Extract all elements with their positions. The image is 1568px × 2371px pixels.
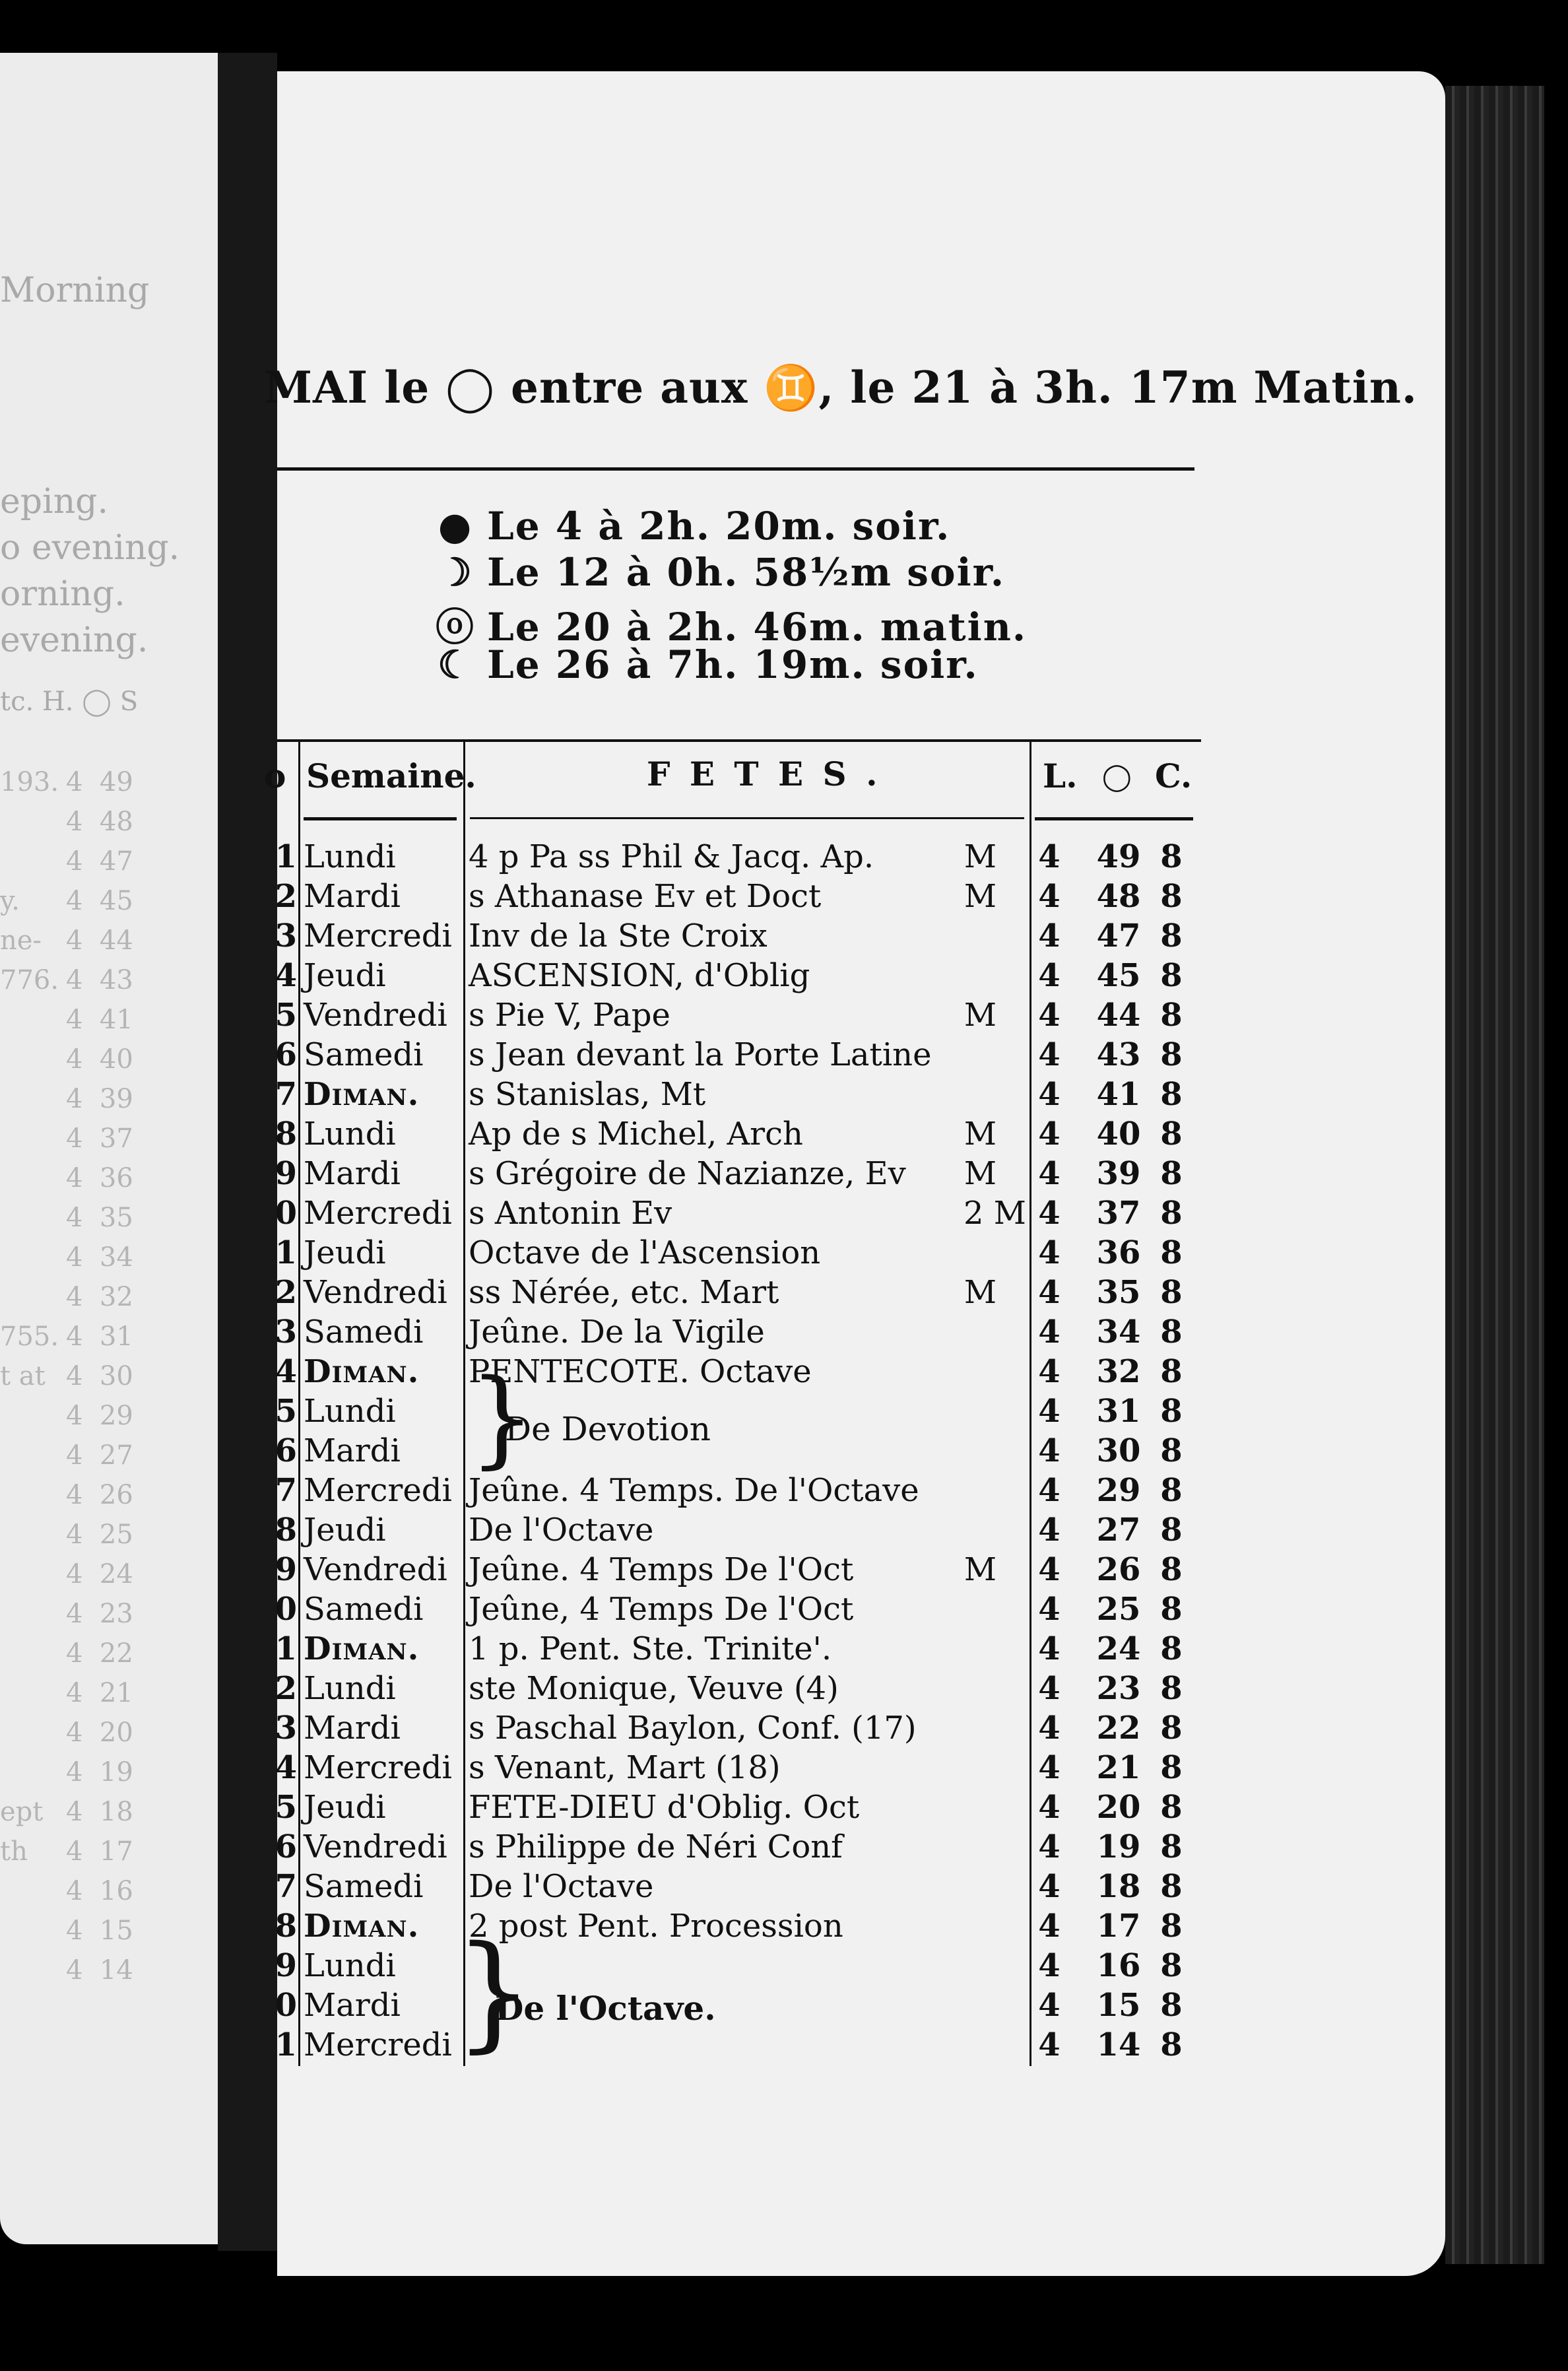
moon-phase-line — [436, 642, 979, 687]
col-sun-value: 15 — [1096, 1987, 1141, 2024]
col-l-value: 4 — [1038, 1670, 1061, 1707]
col-l-value: 4 — [1038, 1393, 1061, 1430]
col-l-value: 4 — [1038, 1472, 1061, 1509]
col-l-value: 4 — [1038, 1710, 1061, 1747]
col-sun-value: 49 — [1096, 838, 1141, 875]
col-sun-value: 45 — [1096, 957, 1141, 994]
col-sun-value: 41 — [1096, 1076, 1141, 1113]
title-rule — [277, 467, 1194, 471]
col-l-value: 4 — [1038, 1947, 1061, 1984]
day-number: 3 — [275, 918, 297, 954]
weekday: Mercredi — [304, 1749, 452, 1786]
col-l-value: 4 — [1038, 918, 1061, 954]
col-sun-value: 26 — [1096, 1551, 1141, 1588]
moon-mark: M — [964, 1551, 996, 1588]
weekday: Vendredi — [304, 997, 447, 1034]
day-number: 0 — [275, 1987, 297, 2024]
feast-text: ASCENSION, d'Oblig — [469, 957, 810, 994]
moon-phase-text: Le 12 à 0h. 58½m soir. — [487, 550, 1006, 595]
col-c-value: 8 — [1160, 957, 1183, 994]
col-l-value: 4 — [1038, 957, 1061, 994]
day-number: 2 — [275, 878, 297, 915]
feast-text: Jeûne, 4 Temps De l'Oct — [469, 1591, 854, 1628]
col-c-value: 8 — [1160, 1551, 1183, 1588]
moon-mark: M — [964, 838, 996, 875]
day-number: 1 — [275, 1630, 297, 1667]
col-sun-value: 32 — [1096, 1353, 1141, 1390]
feast-text: De l'Octave — [469, 1512, 654, 1549]
col-sun-value: 17 — [1096, 1908, 1141, 1945]
day-number: 4 — [275, 1353, 297, 1390]
day-number: 2 — [275, 1670, 297, 1707]
sun-icon: ◯ — [1102, 761, 1132, 792]
page-title: MAI le ◯ entre aux ♊, le 21 à 3h. 17m Matin. — [264, 362, 1418, 413]
day-number: 6 — [275, 1432, 297, 1469]
page-edges — [1445, 86, 1544, 2264]
weekday: Samedi — [304, 1036, 424, 1073]
new-moon-icon: ● — [438, 504, 473, 549]
feast-text: FETE-DIEU d'Oblig. Oct — [469, 1789, 860, 1826]
col-c-value: 8 — [1160, 1868, 1183, 1905]
col-sun-value: 44 — [1096, 997, 1141, 1034]
col-c-value: 8 — [1160, 1076, 1183, 1113]
weekday: Lundi — [304, 838, 396, 875]
col-c-value: 8 — [1160, 1353, 1183, 1390]
calendar-page — [264, 71, 1445, 2276]
feast-text: Jeûne. 4 Temps. De l'Octave — [469, 1472, 919, 1509]
weekday: Diman. — [304, 1908, 420, 1945]
moon-phase-text: Le 4 à 2h. 20m. soir. — [487, 504, 951, 549]
day-number: 8 — [275, 1116, 297, 1152]
weekday: Mercredi — [304, 2026, 452, 2063]
numbers-underline — [1035, 817, 1193, 820]
day-number: 1 — [275, 1234, 297, 1271]
day-number: 9 — [275, 1155, 297, 1192]
col-sun-value: 34 — [1096, 1314, 1141, 1351]
feast-text: ste Monique, Veuve (4) — [469, 1670, 839, 1707]
col-c-value: 8 — [1160, 1828, 1183, 1865]
semaine-underline — [304, 817, 457, 820]
feast-text: Jeûne. 4 Temps De l'Oct — [469, 1551, 854, 1588]
day-number: 0 — [275, 1195, 297, 1232]
col-sun-value: 36 — [1096, 1234, 1141, 1271]
col-c-value: 8 — [1160, 878, 1183, 915]
col-c-value: 8 — [1160, 1987, 1183, 2024]
col-l-value: 4 — [1038, 1908, 1061, 1945]
col-l-value: 4 — [1038, 1274, 1061, 1311]
weekday: Mercredi — [304, 918, 452, 954]
weekday: Mardi — [304, 878, 401, 915]
weekday: Lundi — [304, 1947, 396, 1984]
col-l-value: 4 — [1038, 2026, 1061, 2063]
col-header-fetes: F E T E S . — [647, 754, 882, 793]
weekday: Samedi — [304, 1868, 424, 1905]
feast-text: 1 p. Pent. Ste. Trinite'. — [469, 1630, 832, 1667]
bracket-devotion-icon: } — [469, 1356, 536, 1479]
col-l-value: 4 — [1038, 997, 1061, 1034]
col-sun-value: 20 — [1096, 1789, 1141, 1826]
feast-text: s Paschal Baylon, Conf. (17) — [469, 1710, 917, 1747]
feast-text: s Pie V, Pape — [469, 997, 670, 1034]
col-l-value: 4 — [1038, 1076, 1061, 1113]
weekday: Jeudi — [304, 1789, 386, 1826]
col-sun-value: 18 — [1096, 1868, 1141, 1905]
weekday: Mardi — [304, 1987, 401, 2024]
col-c-value: 8 — [1160, 1314, 1183, 1351]
col-header-semaine: Semaine. — [306, 756, 476, 795]
col-sun-value: 14 — [1096, 2026, 1141, 2063]
col-sun-value: 23 — [1096, 1670, 1141, 1707]
day-number: 8 — [275, 1512, 297, 1549]
col-sun-value: 31 — [1096, 1393, 1141, 1430]
col-c-value: 8 — [1160, 1116, 1183, 1152]
feast-text: s Jean devant la Porte Latine — [469, 1036, 932, 1073]
day-number: 5 — [275, 997, 297, 1034]
weekday: Mercredi — [304, 1472, 452, 1509]
day-number: 1 — [275, 838, 297, 875]
col-sun-value: 27 — [1096, 1512, 1141, 1549]
col-l-value: 4 — [1038, 1234, 1061, 1271]
weekday: Samedi — [304, 1591, 424, 1628]
day-number: 4 — [275, 1749, 297, 1786]
col-c-value: 8 — [1160, 1749, 1183, 1786]
col-c-value: 8 — [1160, 1155, 1183, 1192]
weekday: Vendredi — [304, 1828, 447, 1865]
moon-phase-text: Le 26 à 7h. 19m. soir. — [487, 642, 979, 687]
weekday: Mercredi — [304, 1195, 452, 1232]
col-sun-value: 43 — [1096, 1036, 1141, 1073]
col-divider-3 — [1029, 739, 1031, 2066]
col-sun-value: 48 — [1096, 878, 1141, 915]
ghost-text-5: evening. — [0, 620, 148, 660]
moon-mark: M — [964, 878, 996, 915]
ghost-text-4: orning. — [0, 574, 125, 614]
moon-mark: M — [964, 1155, 996, 1192]
col-l-value: 4 — [1038, 1116, 1061, 1152]
col-l-value: 4 — [1038, 1353, 1061, 1390]
col-c-value: 8 — [1160, 1512, 1183, 1549]
day-number: 3 — [275, 1710, 297, 1747]
moon-mark: M — [964, 1116, 996, 1152]
feast-text: 2 post Pent. Procession — [469, 1908, 843, 1945]
col-l-value: 4 — [1038, 1036, 1061, 1073]
ghost-text-2: eping. — [0, 482, 108, 521]
day-number: 4 — [275, 957, 297, 994]
col-l-value: 4 — [1038, 878, 1061, 915]
col-l-value: 4 — [1038, 1828, 1061, 1865]
col-l-value: 4 — [1038, 1789, 1061, 1826]
col-l-value: 4 — [1038, 1155, 1061, 1192]
feast-text: s Grégoire de Nazianze, Ev — [469, 1155, 906, 1192]
day-number: 8 — [275, 1908, 297, 1945]
ghost-column-b: 4 49 4 48 4 47 4 45 4 44 4 43 4 41 4 40 4 39 4 37 4 36 4 35 4 34 4 32 4 31 4 30 4 29 4 27 4 26 4 25 4 24 4 23 4 22 4 21 4 20 4 19 4 18 4 17 4 16 4 15 4 14 — [66, 767, 133, 1986]
col-sun-value: 21 — [1096, 1749, 1141, 1786]
day-number: 6 — [275, 1828, 297, 1865]
col-c-value: 8 — [1160, 1710, 1183, 1747]
col-l-value: 4 — [1038, 1432, 1061, 1469]
col-sun-value: 47 — [1096, 918, 1141, 954]
weekday: Lundi — [304, 1670, 396, 1707]
moon-mark: 2 M — [964, 1195, 1026, 1232]
col-sun-value: 16 — [1096, 1947, 1141, 1984]
bracket-octave-icon: } — [454, 1919, 534, 2065]
moon-mark: M — [964, 1274, 996, 1311]
col-c-value: 8 — [1160, 1234, 1183, 1271]
bracket-devotion-label: De Devotion — [505, 1410, 711, 1448]
weekday: Jeudi — [304, 1234, 386, 1271]
day-number: 3 — [275, 1314, 297, 1351]
day-number: 9 — [275, 1947, 297, 1984]
col-divider-1 — [298, 739, 300, 2066]
col-sun-value: 24 — [1096, 1630, 1141, 1667]
feast-text: s Philippe de Néri Conf — [469, 1828, 843, 1865]
col-header-c: C. — [1155, 756, 1192, 795]
weekday: Diman. — [304, 1076, 420, 1113]
col-l-value: 4 — [1038, 1591, 1061, 1628]
fetes-underline — [470, 817, 1024, 819]
col-l-value: 4 — [1038, 838, 1061, 875]
day-number: 5 — [275, 1393, 297, 1430]
weekday: Vendredi — [304, 1274, 447, 1311]
weekday: Vendredi — [304, 1551, 447, 1588]
col-sun-value: 19 — [1096, 1828, 1141, 1865]
feast-text: s Antonin Ev — [469, 1195, 672, 1232]
weekday: Mardi — [304, 1155, 401, 1192]
col-l-value: 4 — [1038, 1512, 1061, 1549]
bracket-octave-label: De l'Octave. — [495, 1989, 716, 2028]
col-header-l: L. — [1043, 756, 1078, 795]
previous-page — [0, 53, 218, 2244]
weekday: Mardi — [304, 1710, 401, 1747]
weekday: Lundi — [304, 1116, 396, 1152]
col-c-value: 8 — [1160, 1274, 1183, 1311]
col-c-value: 8 — [1160, 1393, 1183, 1430]
feast-text: PENTECOTE. Octave — [469, 1353, 812, 1390]
col-l-value: 4 — [1038, 1314, 1061, 1351]
ghost-text-3: o evening. — [0, 528, 180, 568]
col-sun-value: 30 — [1096, 1432, 1141, 1469]
day-number: 9 — [275, 1551, 297, 1588]
feast-text: Jeûne. De la Vigile — [469, 1314, 765, 1351]
day-number: 7 — [275, 1076, 297, 1113]
col-l-value: 4 — [1038, 1868, 1061, 1905]
day-number: 2 — [275, 1274, 297, 1311]
weekday: Samedi — [304, 1314, 424, 1351]
col-c-value: 8 — [1160, 1591, 1183, 1628]
weekday: Diman. — [304, 1630, 420, 1667]
day-number: 6 — [275, 1036, 297, 1073]
col-l-value: 4 — [1038, 1987, 1061, 2024]
ghost-text-1: Morning — [0, 271, 150, 310]
day-number: 1 — [275, 2026, 297, 2063]
weekday: Lundi — [304, 1393, 396, 1430]
weekday: Mardi — [304, 1432, 401, 1469]
col-sun-value: 29 — [1096, 1472, 1141, 1509]
feast-text: s Stanislas, Mt — [469, 1076, 706, 1113]
col-c-value: 8 — [1160, 1630, 1183, 1667]
col-header-no: o — [264, 756, 286, 795]
ghost-column-a: 193. y. ne- 776. 755. t at ept th — [0, 767, 59, 1867]
col-c-value: 8 — [1160, 1908, 1183, 1945]
feast-text: ss Nérée, etc. Mart — [469, 1274, 779, 1311]
col-l-value: 4 — [1038, 1195, 1061, 1232]
col-c-value: 8 — [1160, 918, 1183, 954]
first-quarter-icon: ☽ — [438, 550, 473, 595]
col-c-value: 8 — [1160, 1195, 1183, 1232]
moon-phase-text: Le 20 à 2h. 46m. matin. — [487, 605, 1028, 650]
col-c-value: 8 — [1160, 1947, 1183, 1984]
feast-text: s Athanase Ev et Doct — [469, 878, 822, 915]
col-c-value: 8 — [1160, 1789, 1183, 1826]
weekday: Jeudi — [304, 957, 386, 994]
feast-text: Octave de l'Ascension — [469, 1234, 821, 1271]
ghost-header: tc. H. ◯ S — [0, 686, 139, 717]
col-c-value: 8 — [1160, 997, 1183, 1034]
moon-mark: M — [964, 997, 996, 1034]
col-c-value: 8 — [1160, 1036, 1183, 1073]
col-divider-2 — [463, 739, 465, 2066]
col-l-value: 4 — [1038, 1630, 1061, 1667]
day-number: 7 — [275, 1472, 297, 1509]
full-moon-icon: ⓞ — [436, 605, 476, 650]
col-sun-value: 35 — [1096, 1274, 1141, 1311]
col-sun-value: 37 — [1096, 1195, 1141, 1232]
col-sun-value: 39 — [1096, 1155, 1141, 1192]
col-c-value: 8 — [1160, 1472, 1183, 1509]
feast-text: Ap de s Michel, Arch — [469, 1116, 803, 1152]
feast-text: Inv de la Ste Croix — [469, 918, 768, 954]
col-sun-value: 22 — [1096, 1710, 1141, 1747]
col-c-value: 8 — [1160, 2026, 1183, 2063]
weekday: Diman. — [304, 1353, 420, 1390]
feast-text: 4 p Pa ss Phil & Jacq. Ap. — [469, 838, 874, 875]
col-c-value: 8 — [1160, 1432, 1183, 1469]
moon-phase-line — [436, 504, 950, 549]
feast-text: De l'Octave — [469, 1868, 654, 1905]
col-l-value: 4 — [1038, 1749, 1061, 1786]
weekday: Jeudi — [304, 1512, 386, 1549]
col-sun-value: 40 — [1096, 1116, 1141, 1152]
day-number: 5 — [275, 1789, 297, 1826]
col-l-value: 4 — [1038, 1551, 1061, 1588]
day-number: 7 — [275, 1868, 297, 1905]
last-quarter-icon: ☾ — [438, 642, 473, 687]
col-c-value: 8 — [1160, 838, 1183, 875]
day-number: 0 — [275, 1591, 297, 1628]
col-c-value: 8 — [1160, 1670, 1183, 1707]
feast-text: s Venant, Mart (18) — [469, 1749, 781, 1786]
moon-phase-line — [436, 550, 1005, 595]
col-sun-value: 25 — [1096, 1591, 1141, 1628]
table-top-rule — [277, 739, 1201, 742]
